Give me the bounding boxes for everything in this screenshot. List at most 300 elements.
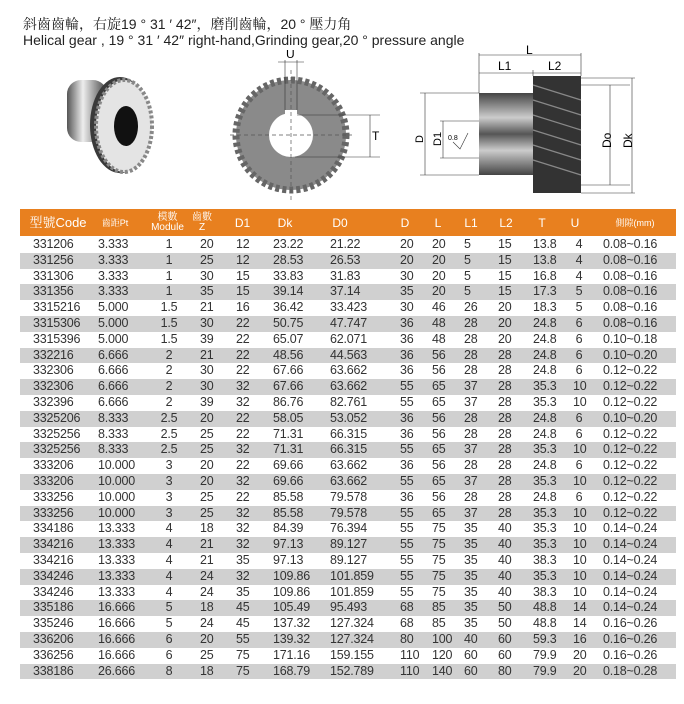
cell-L1: 28: [464, 315, 478, 330]
cell-dk: 171.16: [273, 647, 311, 662]
cell-L: 20: [432, 237, 446, 251]
cell-L2: 40: [498, 568, 512, 583]
cell-d0: 79.578: [330, 505, 368, 520]
cell-d1: 55: [236, 631, 250, 646]
cell-T: 35.3: [533, 473, 557, 488]
cell-L: 85: [432, 616, 446, 631]
cell-d0: 89.127: [330, 552, 368, 567]
cell-D: 30: [400, 268, 414, 283]
cell-L1: 28: [464, 458, 478, 473]
cell-L: 100: [432, 631, 453, 646]
cell-backlash: 0.08~0.16: [603, 237, 658, 251]
cell-L2: 50: [498, 600, 512, 615]
label-D1: D1: [432, 131, 444, 146]
cell-d1: 32: [236, 537, 250, 552]
cell-T: 35.3: [533, 394, 557, 409]
table-row: [20, 474, 676, 490]
cell-U: 6: [575, 315, 583, 330]
cell-T: 13.8: [533, 252, 557, 267]
cell-T: 24.8: [533, 331, 557, 346]
cell-d0: 47.747: [330, 315, 368, 330]
cell-T: 35.3: [533, 379, 557, 394]
cell-T: 79.9: [533, 663, 557, 678]
cell-backlash: 0.14~0.24: [603, 600, 658, 615]
table-row: [20, 616, 676, 632]
cell-module: 1.5: [160, 300, 178, 315]
cell-dk: 50.75: [273, 315, 304, 330]
cell-d0: 66.315: [330, 426, 368, 441]
cell-d0: 37.14: [330, 284, 361, 299]
cell-T: 17.3: [533, 284, 557, 299]
cell-pt: 3.333: [98, 284, 129, 299]
header-pt: 齒距Pt: [101, 217, 129, 228]
cell-T: 38.3: [533, 584, 557, 599]
cell-dk: 105.49: [273, 600, 311, 615]
cell-backlash: 0.14~0.24: [603, 552, 658, 567]
cell-backlash: 0.14~0.24: [603, 568, 658, 583]
cell-D: 68: [400, 600, 414, 615]
cell-U: 10: [573, 473, 587, 488]
cell-module: 3: [165, 458, 173, 473]
cell-code: 332306: [33, 363, 74, 378]
cell-z: 21: [200, 347, 214, 362]
cell-dk: 36.42: [273, 300, 304, 315]
cell-T: 59.3: [533, 631, 557, 646]
title-english: Helical gear , 19 ° 31 ′ 42″ right-hand,Grinding gear,20 ° pressure angle: [23, 32, 465, 48]
header-module-zh: 模數: [157, 211, 178, 223]
cell-z: 24: [200, 584, 214, 599]
cell-d1: 22: [236, 489, 250, 504]
cell-dk: 84.39: [273, 521, 304, 536]
cell-D: 55: [400, 505, 414, 520]
cell-pt: 6.666: [98, 394, 129, 409]
cell-d1: 32: [236, 394, 250, 409]
table-row: [20, 458, 676, 474]
cell-d0: 101.859: [330, 568, 374, 583]
cell-z: 25: [200, 647, 214, 662]
cell-L: 75: [432, 568, 446, 583]
cell-D: 36: [400, 458, 414, 473]
cell-module: 2.5: [160, 426, 178, 441]
cell-L1: 37: [464, 473, 478, 488]
cell-pt: 10.000: [98, 473, 136, 488]
cell-L: 65: [432, 442, 446, 457]
cell-backlash: 0.08~0.16: [603, 284, 658, 299]
cell-backlash: 0.12~0.22: [603, 363, 658, 378]
label-L1: L1: [498, 59, 512, 73]
cell-D: 55: [400, 473, 414, 488]
cell-dk: 109.86: [273, 584, 311, 599]
cell-L1: 37: [464, 379, 478, 394]
cell-dk: 58.05: [273, 410, 304, 425]
cell-module: 2: [165, 363, 173, 378]
cell-pt: 13.333: [98, 584, 136, 599]
header-z: [188, 209, 216, 236]
cell-U: 4: [575, 252, 583, 267]
cell-backlash: 0.12~0.22: [603, 505, 658, 520]
cell-d0: 152.789: [330, 663, 374, 678]
cell-L1: 40: [464, 631, 478, 646]
cell-d1: 12: [236, 237, 250, 251]
cell-dk: 69.66: [273, 458, 304, 473]
cell-code: 336256: [33, 647, 74, 662]
cell-module: 4: [165, 568, 173, 583]
cell-backlash: 0.14~0.24: [603, 521, 658, 536]
cell-U: 10: [573, 442, 587, 457]
cell-module: 4: [165, 584, 173, 599]
cell-z: 21: [200, 537, 214, 552]
table-row: [20, 348, 676, 364]
title-chinese: 斜齒齒輪，右旋19 ° 31 ′ 42″，磨削齒輪，20 ° 壓力角: [23, 16, 352, 32]
cell-L2: 60: [498, 647, 512, 662]
cell-d1: 22: [236, 410, 250, 425]
cell-backlash: 0.12~0.22: [603, 473, 658, 488]
cell-d0: 53.052: [330, 410, 368, 425]
cell-U: 10: [573, 584, 587, 599]
cell-pt: 5.000: [98, 300, 129, 315]
label-Do: Do: [600, 132, 614, 148]
table-row: [20, 284, 676, 300]
cell-d0: 127.324: [330, 631, 374, 646]
cell-L2: 28: [498, 442, 512, 457]
cell-L: 75: [432, 584, 446, 599]
cell-L: 75: [432, 521, 446, 536]
cell-pt: 13.333: [98, 521, 136, 536]
cell-D: 68: [400, 616, 414, 631]
cell-U: 6: [575, 410, 583, 425]
cell-d1: 22: [236, 426, 250, 441]
cell-d1: 45: [236, 616, 250, 631]
cell-module: 2: [165, 347, 173, 362]
cell-dk: 168.79: [273, 663, 311, 678]
cell-dk: 67.66: [273, 379, 304, 394]
cell-L1: 5: [464, 268, 471, 283]
cell-L2: 20: [498, 315, 512, 330]
cell-pt: 5.000: [98, 315, 129, 330]
cell-module: 1: [165, 284, 173, 299]
cell-L1: 35: [464, 584, 478, 599]
cell-z: 39: [200, 331, 214, 346]
cell-code: 3315306: [33, 315, 81, 330]
cell-module: 1.5: [160, 331, 178, 346]
table-row: [20, 379, 676, 395]
cell-D: 36: [400, 331, 414, 346]
gear-front-view-diagram: [220, 50, 390, 200]
cell-d0: 21.22: [330, 237, 361, 251]
header-code: 型號Code: [29, 214, 87, 230]
cell-z: 24: [200, 568, 214, 583]
cell-T: 24.8: [533, 410, 557, 425]
cell-L: 140: [432, 663, 453, 678]
cell-U: 10: [573, 521, 587, 536]
cell-module: 2.5: [160, 410, 178, 425]
cell-z: 25: [200, 252, 214, 267]
cell-L1: 60: [464, 647, 478, 662]
cell-U: 4: [575, 237, 583, 251]
cell-L2: 28: [498, 473, 512, 488]
table-header: [20, 209, 676, 236]
cell-code: 333256: [33, 489, 74, 504]
cell-L: 56: [432, 363, 446, 378]
cell-z: 39: [200, 394, 214, 409]
table-row: [20, 269, 676, 285]
cell-backlash: 0.08~0.16: [603, 315, 658, 330]
cell-T: 24.8: [533, 458, 557, 473]
cell-d1: 32: [236, 379, 250, 394]
cell-backlash: 0.12~0.22: [603, 394, 658, 409]
cell-U: 6: [575, 331, 583, 346]
header-z-en: Z: [198, 221, 206, 233]
header-L1: L1: [464, 215, 478, 230]
cell-module: 6: [165, 647, 173, 662]
cell-L2: 28: [498, 505, 512, 520]
cell-z: 20: [200, 410, 214, 425]
cell-L1: 28: [464, 489, 478, 504]
cell-z: 20: [200, 237, 214, 251]
cell-L1: 60: [464, 663, 478, 678]
table-row: [20, 442, 676, 458]
cell-L2: 28: [498, 410, 512, 425]
cell-L: 20: [432, 268, 446, 283]
cell-T: 35.3: [533, 505, 557, 520]
cell-code: 332396: [33, 394, 74, 409]
cell-L2: 50: [498, 616, 512, 631]
header-D: D: [400, 215, 410, 230]
cell-L2: 15: [498, 252, 512, 267]
table-row: [20, 521, 676, 537]
cell-T: 16.8: [533, 268, 557, 283]
cell-pt: 3.333: [98, 237, 129, 251]
table-row: [20, 395, 676, 411]
cell-z: 20: [200, 473, 214, 488]
cell-d1: 32: [236, 521, 250, 536]
cell-z: 21: [200, 552, 214, 567]
cell-L2: 15: [498, 284, 512, 299]
cell-dk: 33.83: [273, 268, 304, 283]
cell-backlash: 0.14~0.24: [603, 584, 658, 599]
cell-U: 6: [575, 347, 583, 362]
cell-module: 2: [165, 394, 173, 409]
cell-L1: 35: [464, 537, 478, 552]
cell-T: 38.3: [533, 552, 557, 567]
cell-d0: 26.53: [330, 252, 361, 267]
cell-L1: 28: [464, 347, 478, 362]
label-D: D: [414, 135, 426, 143]
cell-z: 18: [200, 600, 214, 615]
label-U: U: [286, 50, 295, 61]
table-row: [20, 300, 676, 316]
cell-d1: 22: [236, 458, 250, 473]
cell-L: 65: [432, 379, 446, 394]
cell-z: 25: [200, 426, 214, 441]
cell-d0: 82.761: [330, 394, 368, 409]
cell-L: 56: [432, 426, 446, 441]
cell-d1: 32: [236, 473, 250, 488]
cell-T: 35.3: [533, 442, 557, 457]
cell-code: 333256: [33, 505, 74, 520]
cell-D: 36: [400, 347, 414, 362]
cell-d0: 79.578: [330, 489, 368, 504]
cell-T: 24.8: [533, 489, 557, 504]
cell-d1: 12: [236, 252, 250, 267]
cell-d1: 75: [236, 663, 250, 678]
cell-U: 20: [573, 663, 587, 678]
cell-L1: 35: [464, 521, 478, 536]
cell-L2: 28: [498, 347, 512, 362]
cell-backlash: 0.12~0.22: [603, 379, 658, 394]
cell-module: 3: [165, 489, 173, 504]
table-row: [20, 600, 676, 616]
cell-U: 6: [575, 458, 583, 473]
cell-L2: 28: [498, 489, 512, 504]
cell-backlash: 0.16~0.26: [603, 631, 658, 646]
cell-z: 30: [200, 379, 214, 394]
cell-L1: 28: [464, 426, 478, 441]
cell-code: 3325256: [33, 426, 81, 441]
cell-d1: 22: [236, 331, 250, 346]
cell-pt: 13.333: [98, 537, 136, 552]
cell-d1: 32: [236, 505, 250, 520]
header-d1: D1: [234, 215, 251, 230]
cell-z: 30: [200, 315, 214, 330]
cell-pt: 8.333: [98, 426, 129, 441]
cell-d1: 22: [236, 363, 250, 378]
cell-D: 55: [400, 537, 414, 552]
cell-code: 334216: [33, 552, 74, 567]
cell-T: 24.8: [533, 315, 557, 330]
cell-pt: 10.000: [98, 458, 136, 473]
cell-d1: 35: [236, 584, 250, 599]
table-row: [20, 553, 676, 569]
table-row: [20, 490, 676, 506]
cell-z: 18: [200, 521, 214, 536]
table-row: [20, 569, 676, 585]
cell-U: 10: [573, 379, 587, 394]
label-roughness: 0.8: [448, 135, 458, 142]
cell-T: 13.8: [533, 237, 557, 251]
cell-L2: 80: [498, 663, 512, 678]
cell-pt: 26.666: [98, 663, 136, 678]
cell-D: 55: [400, 552, 414, 567]
cell-pt: 13.333: [98, 568, 136, 583]
cell-pt: 8.333: [98, 410, 129, 425]
header-module: [145, 209, 190, 236]
cell-U: 6: [575, 426, 583, 441]
cell-D: 110: [400, 647, 420, 662]
cell-L2: 20: [498, 300, 512, 315]
cell-L: 120: [432, 647, 453, 662]
header-T: T: [538, 215, 546, 230]
label-T: T: [372, 129, 380, 143]
cell-L2: 28: [498, 458, 512, 473]
header-U: U: [570, 215, 580, 230]
table-row: [20, 411, 676, 427]
cell-L: 56: [432, 347, 446, 362]
cell-module: 4: [165, 537, 173, 552]
cell-U: 20: [573, 647, 587, 662]
cell-U: 5: [575, 284, 583, 299]
cell-T: 35.3: [533, 537, 557, 552]
cell-z: 25: [200, 489, 214, 504]
cell-U: 10: [573, 505, 587, 520]
cell-d1: 45: [236, 600, 250, 615]
cell-code: 3325206: [33, 410, 81, 425]
cell-T: 48.8: [533, 600, 557, 615]
cell-d1: 15: [236, 284, 250, 299]
cell-d1: 32: [236, 568, 250, 583]
cell-dk: 97.13: [273, 537, 304, 552]
cell-d0: 62.071: [330, 331, 368, 346]
cell-d0: 159.155: [330, 647, 374, 662]
cell-L2: 40: [498, 521, 512, 536]
cell-T: 24.8: [533, 347, 557, 362]
cell-d1: 15: [236, 268, 250, 283]
cell-code: 331256: [33, 252, 74, 267]
cell-d0: 63.662: [330, 458, 368, 473]
cell-pt: 6.666: [98, 379, 129, 394]
cell-L: 85: [432, 600, 446, 615]
cell-L2: 28: [498, 379, 512, 394]
table-row: [20, 253, 676, 269]
cell-pt: 8.333: [98, 442, 129, 457]
cell-D: 36: [400, 489, 414, 504]
cell-d1: 22: [236, 315, 250, 330]
cell-pt: 13.333: [98, 552, 136, 567]
cell-L2: 60: [498, 631, 512, 646]
cell-D: 20: [400, 252, 414, 267]
cell-code: 333206: [33, 458, 74, 473]
cell-L: 20: [432, 284, 446, 299]
cell-D: 36: [400, 426, 414, 441]
header-d0: D0: [332, 215, 348, 230]
cell-L1: 28: [464, 363, 478, 378]
cell-L: 65: [432, 505, 446, 520]
cell-z: 30: [200, 268, 214, 283]
spec-table-body: [20, 237, 676, 679]
cell-code: 335246: [33, 616, 74, 631]
cell-backlash: 0.08~0.16: [603, 252, 658, 267]
cell-L: 46: [432, 300, 446, 315]
cell-d0: 76.394: [330, 521, 368, 536]
cell-L1: 35: [464, 616, 478, 631]
cell-dk: 139.32: [273, 631, 311, 646]
cell-dk: 65.07: [273, 331, 304, 346]
cell-code: 336206: [33, 631, 74, 646]
cell-T: 35.3: [533, 568, 557, 583]
cell-module: 3: [165, 473, 173, 488]
cell-code: 334216: [33, 537, 74, 552]
cell-z: 21: [200, 300, 214, 315]
cell-code: 332216: [33, 347, 74, 362]
cell-z: 25: [200, 442, 214, 457]
cell-dk: 67.66: [273, 363, 304, 378]
cell-dk: 69.66: [273, 473, 304, 488]
cell-d0: 95.493: [330, 600, 368, 615]
cell-backlash: 0.12~0.22: [603, 442, 658, 457]
cell-U: 16: [573, 631, 587, 646]
table-row: [20, 427, 676, 443]
cell-module: 1: [165, 252, 173, 267]
table-row: [20, 332, 676, 348]
cell-D: 55: [400, 568, 414, 583]
label-L: L: [526, 45, 533, 57]
cell-d0: 89.127: [330, 537, 368, 552]
cell-module: 6: [165, 631, 173, 646]
cell-T: 24.8: [533, 426, 557, 441]
cell-d1: 75: [236, 647, 250, 662]
cell-module: 1: [165, 268, 173, 283]
cell-U: 14: [573, 616, 587, 631]
